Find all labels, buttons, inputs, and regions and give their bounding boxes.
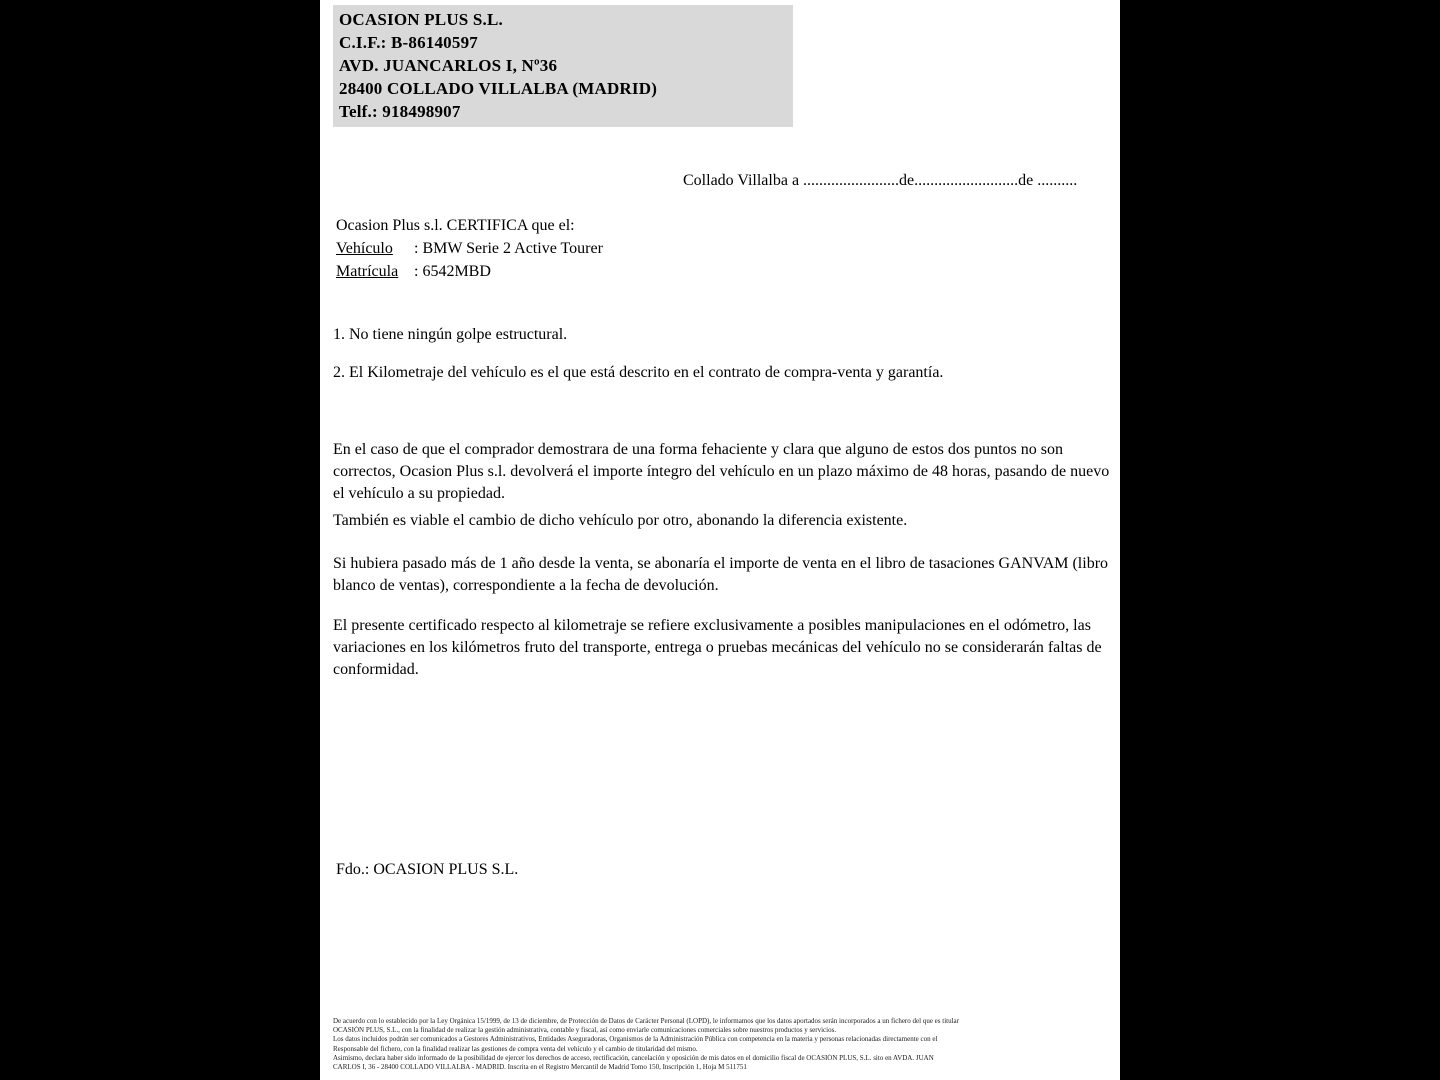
company-header-block bbox=[333, 5, 793, 127]
legal-line: CARLOS I, 36 - 28400 COLLADO VILLALBA - MADRID. Inscrita en el Registro Mercantil de Madrid Tomo 150, Inscripción 1, Hoja M 511751 bbox=[333, 1063, 747, 1072]
legal-line: Los datos incluidos podrán ser comunicados a Gestores Administrativos, Entidades Aseguradoras, Organismos de la Administración Pública con competencia en la materia y personas relacionadas directamente con el bbox=[333, 1035, 938, 1044]
company-address: AVD. JUANCARLOS I, Nº36 bbox=[339, 56, 558, 75]
paragraph-odometer: El presente certificado respecto al kilometraje se refiere exclusivamente a posibles manipulaciones en el odómetro, las variaciones en los kilómetros fruto del transporte, entrega o pruebas mecánicas del vehículo no se considerarán faltas de conformidad. bbox=[333, 617, 1102, 678]
legal-line: De acuerdo con lo establecido por la Ley Orgánica 15/1999, de 13 de diciembre, de Protección de Datos de Carácter Personal (LOPD), le informamos que los datos aportados serán incorporados a un fichero del que es titular bbox=[333, 1017, 959, 1025]
paragraph-exchange: También es viable el cambio de dicho vehículo por otro, abonando la diferencia existente. bbox=[333, 512, 908, 529]
legal-footer bbox=[333, 1017, 1115, 1072]
legal-line: Asimismo, declara haber sido informado de la posibilidad de ejercer los derechos de acceso, rectificación, cancelación y oposición de mis datos en el domicilio fiscal de OCASIÓN PLUS, S.L. sito en AVDA. JUAN bbox=[333, 1053, 934, 1062]
paragraph-ganvam: Si hubiera pasado más de 1 año desde la venta, se abonaría el importe de venta en el libro de tasaciones GANVAM (libro blanco de ventas), correspondiente a la fecha de devolución. bbox=[333, 555, 1109, 594]
point-2: 2. El Kilometraje del vehículo es el que está descrito en el contrato de compra-venta y garantía. bbox=[333, 364, 944, 381]
legal-line: Responsable del fichero, con la finalidad realizar las gestiones de compra venta del vehículo y el cambio de titularidad del mismo. bbox=[333, 1044, 698, 1053]
plate-row bbox=[336, 263, 491, 281]
vehicle-row bbox=[336, 240, 603, 258]
certification-intro: Ocasion Plus s.l. CERTIFICA que el: bbox=[336, 217, 575, 234]
legal-line: OCASIÓN PLUS, S.L., con la finalidad de realizar la gestión administrativa, contable y fiscal, así como enviarle comunicaciones comerciales sobre nuestros productos y servicios. bbox=[333, 1026, 837, 1035]
signature-line: Fdo.: OCASION PLUS S.L. bbox=[336, 861, 519, 878]
company-city: 28400 COLLADO VILLALBA (MADRID) bbox=[339, 79, 658, 98]
company-phone: Telf.: 918498907 bbox=[339, 102, 461, 121]
document-page bbox=[320, 0, 1120, 1080]
vehicle-label: Vehículo bbox=[336, 240, 393, 257]
paragraph-refund: En el caso de que el comprador demostrara de una forma fehaciente y clara que alguno de estos dos puntos no son correctos, Ocasion Plus s.l. devolverá el importe íntegro del vehículo en un plazo máximo de 48 horas, pasando de nuevo el vehículo a su propiedad. bbox=[333, 441, 1110, 502]
plate-label: Matrícula bbox=[336, 263, 399, 280]
point-1: 1. No tiene ningún golpe estructural. bbox=[333, 326, 568, 343]
company-name: OCASION PLUS S.L. bbox=[339, 10, 503, 29]
company-cif: C.I.F.: B-86140597 bbox=[339, 33, 478, 52]
vehicle-value: : BMW Serie 2 Active Tourer bbox=[414, 240, 603, 257]
date-line: Collado Villalba a ........................de..........................de .......... bbox=[683, 172, 1078, 189]
plate-value: : 6542MBD bbox=[414, 263, 491, 280]
